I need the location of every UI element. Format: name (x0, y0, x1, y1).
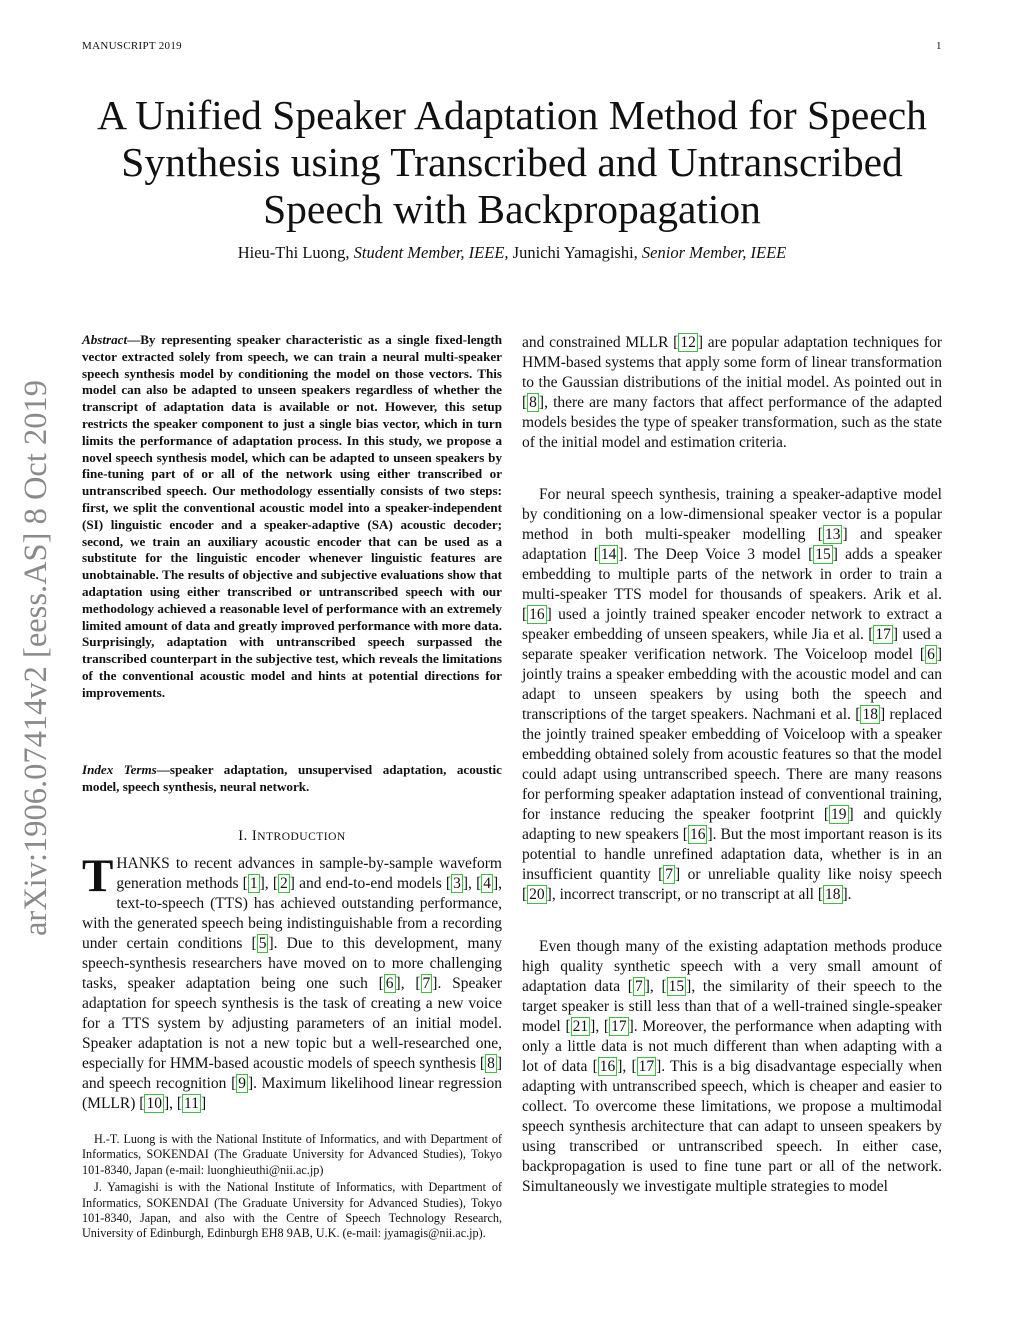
citation-link[interactable]: 13 (824, 526, 841, 543)
author-footnotes (82, 1132, 502, 1244)
right-column (522, 333, 942, 1197)
citation-link[interactable]: 3 (453, 875, 461, 892)
citation-link[interactable]: 1 (249, 875, 258, 892)
author-line (60, 243, 964, 263)
citation-link[interactable]: 16 (599, 1058, 616, 1075)
author-membership: Student Member, IEEE, (353, 243, 509, 262)
citation-link[interactable]: 11 (184, 1095, 199, 1112)
citation-link[interactable]: 6 (927, 646, 935, 663)
citation-link[interactable]: 17 (638, 1058, 655, 1075)
citation-link[interactable]: 17 (611, 1018, 627, 1035)
citation-link[interactable]: 10 (146, 1095, 162, 1112)
author-name: Junichi Yamagishi, (512, 243, 638, 262)
introduction-text: HANKS to recent advances in sample-by-sample waveform generation methods [ 1 ], [ 2 ] and end-to-end models [ 3 ], [ 4 ], text-to-speech (TTS) has achieved outstanding performance, with the generated speech being indistinguishable from a recording under certain conditions [ 5 ]. Due to this development, many speech-synthesis researchers have moved on to more challenging tasks, speaker adaptation being one such [ 6 ], [ 7 ]. Speaker adaptation for speech synthesis is the task of creating a new voice for a TTS system by adjusting parameters of an initial model. Speaker adaptation is not a new topic but a well-researched one, especially for HMM-based acoustic models of speech synthesis [ 8 ] and speech recognition [ 9 ]. Maximum likelihood linear regression (MLLR) [ 10 ], [ 11 ] (82, 855, 503, 1112)
citation-link[interactable]: 18 (862, 706, 878, 723)
paper-title: A Unified Speaker Adaptation Method for Speech Synthesis using Transcribed and Untranscribed Speech with Backpropagation (97, 92, 927, 232)
citation-link[interactable]: 20 (529, 886, 545, 903)
abstract-text: —By representing speaker characteristic as a single fixed-length vector extracted solely from speech, we can train a neural multi-speaker speech synthesis model by conditioning the model on those vectors. This model can also be adapted to unseen speakers regardless of whether the transcript of adaptation data is available or not. However, this setup restricts the speaker component to just a single bias vector, which in turn limits the performance of adaptation process. In this study, we propose a novel speech synthesis model, which can be adapted to unseen speakers by fine-tuning part of or all of the network using either transcribed or untranscribed speech. Our methodology essentially consists of two steps: first, we split the conventional acoustic model into a speaker-independent (SI) linguistic encoder and a speaker-adaptive (SA) acoustic decoder; second, we train an auxiliary acoustic encoder that can be used as a substitute for the linguistic encoder whenever linguistic features are unobtainable. The results of objective and subjective evaluations show that adaptation using either transcribed or untranscribed speech with our methodology achieved a reasonable level of performance with an extremely limited amount of data and greatly improved performance with more data. Surprisingly, adaptation with untranscribed speech surpassed the transcribed counterpart in the subjective test, which reveals the limitations of the conventional acoustic model and hints at potential directions for improvements. (82, 332, 502, 700)
citation-link[interactable]: 6 (385, 975, 394, 992)
footnote: H.-T. Luong is with the National Institute of Informatics, and with Department of Informatics, SOKENDAI (The Graduate University for Advanced Studies), Tokyo 101-8340, Japan (e-mail: luonghieuthi@nii.ac.jp) (82, 1132, 502, 1177)
citation-link[interactable]: 21 (572, 1018, 589, 1035)
author-membership: Senior Member, IEEE (641, 243, 787, 262)
citation-link[interactable]: 4 (483, 875, 491, 892)
section-title-initial: I (251, 828, 258, 844)
citation-link[interactable]: 19 (831, 806, 847, 823)
index-terms-label: Index Terms (82, 762, 157, 777)
citation-link[interactable]: 8 (529, 394, 537, 411)
citation-link[interactable]: 17 (875, 626, 891, 643)
citation-link[interactable]: 15 (815, 546, 831, 563)
citation-link[interactable]: 7 (634, 978, 643, 995)
section-title-rest: NTRODUCTION (257, 831, 346, 843)
citation-link[interactable]: 2 (279, 875, 288, 892)
introduction-paragraph (82, 850, 503, 1114)
citation-link[interactable]: 9 (238, 1075, 246, 1092)
footnote: J. Yamagishi is with the National Institute of Informatics, with Department of Informatics, SOKENDAI (The Graduate University for Advanced Studies), Tokyo 101-8340, Japan, and also with the Centre of Speech Technology Research, University of Edinburgh, Edinburgh EH8 9AB, U.K. (e-mail: jyamagis@nii.ac.jp). (82, 1180, 502, 1241)
arxiv-identifier: arXiv:1906.07414v2 [eess.AS] 8 Oct 2019 (18, 379, 54, 937)
author-name: Hieu-Thi Luong, (237, 243, 350, 262)
citation-link[interactable]: 7 (665, 866, 673, 883)
running-header: MANUSCRIPT 2019 (82, 40, 182, 52)
section-heading (82, 828, 502, 845)
abstract (82, 332, 502, 702)
citation-link[interactable]: 7 (422, 975, 431, 992)
page-number: 1 (936, 40, 942, 52)
citation-link[interactable]: 5 (258, 935, 267, 952)
index-terms (82, 762, 502, 796)
citation-link[interactable]: 18 (825, 886, 841, 903)
body-paragraph: Even though many of the existing adaptation methods produce high quality synthetic speech with a very small amount of adaptation data [ 7 ], [ 15 ], the similarity of their speech to the target speaker is still less than that of a well-trained single-speaker model [ 21 ], [ 17 ]. Moreover, the performance when adapting with only a little data is not much different than when adapting with a lot of data [ 16 ], [ 17 ]. This is a big disadvantage especially when adapting with untranscribed speech, which is cheaper and easier to collect. To overcome these limitations, we propose a multimodal speech synthesis architecture that can adapt to unseen speakers by using transcribed or untranscribed speech. In either case, backpropagation is used to fine tune part or all of the network. Simultaneously we investigate multiple strategies to model (522, 938, 943, 1195)
citation-link[interactable]: 15 (668, 978, 685, 995)
drop-cap: T (82, 850, 114, 902)
citation-link[interactable]: 16 (529, 606, 545, 623)
abstract-label: Abstract (82, 332, 128, 347)
citation-link[interactable]: 12 (680, 334, 696, 351)
body-paragraph: For neural speech synthesis, training a speaker-adaptive model by conditioning on a low-dimensional speaker vector is a popular method in both multi-speaker modelling [ 13 ] and speaker adaptation [ 14 ]. The Deep Voice 3 model [ 15 ] adds a speaker embedding to multiple parts of the network in order to train a multi-speaker TTS model for thousands of speakers. Arik et al. [ 16 ] used a jointly trained speaker encoder network to extract a speaker embedding of unseen speakers, while Jia et al. [ 17 ] used a separate speaker verification network. The Voiceloop model [ 6 ] jointly trains a speaker embedding with the acoustic model and can adapt to unseen speakers by using both the speech and transcriptions of the target speakers. Nachmani et al. [ 18 ] replaced the jointly trained speaker embedding of Voiceloop with a speaker embedding obtained solely from acoustic features so that the model could adapt using untranscribed speech. There are many reasons for performing speaker adaptation instead of conventional training, for instance reducing the speaker footprint [ 19 ] and quickly adapting to new speakers [ 16 ]. But the most important reason is its potential to handle unrefined adaptation data, whether is in an insufficient quantity [ 7 ] or unreliable quality like noisy speech [ 20 ], incorrect transcript, or no transcript at all [ 18 ]. (522, 486, 943, 903)
citation-link[interactable]: 14 (600, 546, 617, 563)
body-paragraph: and constrained MLLR [ 12 ] are popular adaptation techniques for HMM-based systems that apply some form of linear transformation to the Gaussian distributions of the initial model. As pointed out in [ 8 ], there are many factors that affect performance of the adapted models besides the type of speaker transformation, such as the state of the initial model and estimation criteria. (522, 334, 942, 451)
index-terms-text: —speaker adaptation, unsupervised adaptation, acoustic model, speech synthesis, neural network. (82, 762, 502, 794)
section-number: I. (238, 828, 248, 844)
citation-link[interactable]: 8 (487, 1055, 495, 1072)
citation-link[interactable]: 16 (689, 826, 706, 843)
